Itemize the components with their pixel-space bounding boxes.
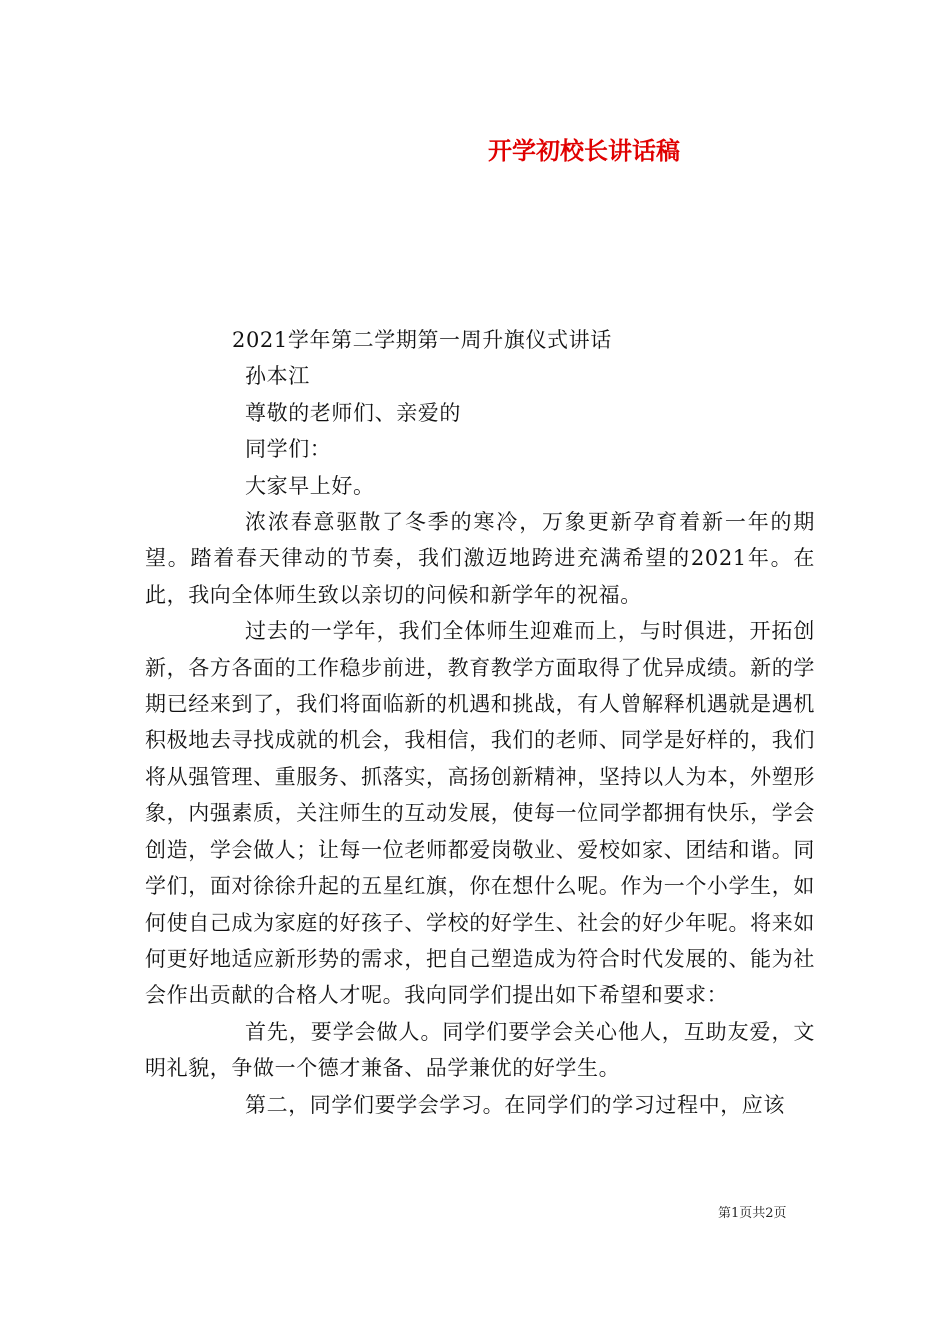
paragraph-first-point: 首先，要学会做人。同学们要学会关心他人，互助友爱，文明礼貌，争做一个德才兼备、品学兼优的好学生。	[145, 1019, 815, 1081]
greeting: 大家早上好。	[245, 473, 375, 498]
paragraph-intro: 浓浓春意驱散了冬季的寒冷，万象更新孕育着新一年的期望。踏着春天律动的节奏，我们激迈地跨进充满希望的2021年。在此，我向全体师生致以亲切的问候和新学年的祝福。	[145, 510, 815, 607]
salutation-line-1: 尊敬的老师们、亲爱的	[245, 400, 461, 425]
document-title: 开学初校长讲话稿	[488, 136, 680, 165]
paragraph-review: 过去的一学年，我们全体师生迎难而上，与时俱进，开拓创新，各方各面的工作稳步前进，教育教学方面取得了优异成绩。新的学期已经来到了，我们将面临新的机遇和挑战，有人曾解释机遇就是遇机积极地去寻找成就的机会，我相信，我们的老师、同学是好样的，我们将从强管理、重服务、抓落实，高扬创新精神，坚持以人为本，外塑形象，内强素质，关注师生的互动发展，使每一位同学都拥有快乐，学会创造，学会做人；让每一位老师都爱岗敬业、爱校如家、团结和谐。同学们，面对徐徐升起的五星红旗，你在想什么呢。作为一个小学生，如何使自己成为家庭的好孩子、学校的好学生、社会的好少年呢。将来如何更好地适应新形势的需求，把自己塑造成为符合时代发展的、能为社会作出贡献的合格人才呢。我向同学们提出如下希望和要求：	[145, 619, 815, 1008]
speaker-name: 孙本江	[245, 364, 310, 389]
salutation-line-2: 同学们：	[245, 437, 332, 462]
speech-subtitle: 2021学年第二学期第一周升旗仪式讲话	[232, 328, 612, 352]
document-body	[145, 322, 815, 1123]
page-number: 第1页共2页	[718, 1206, 787, 1221]
paragraph-second-point: 第二，同学们要学会学习。在同学们的学习过程中，应该	[245, 1092, 785, 1117]
